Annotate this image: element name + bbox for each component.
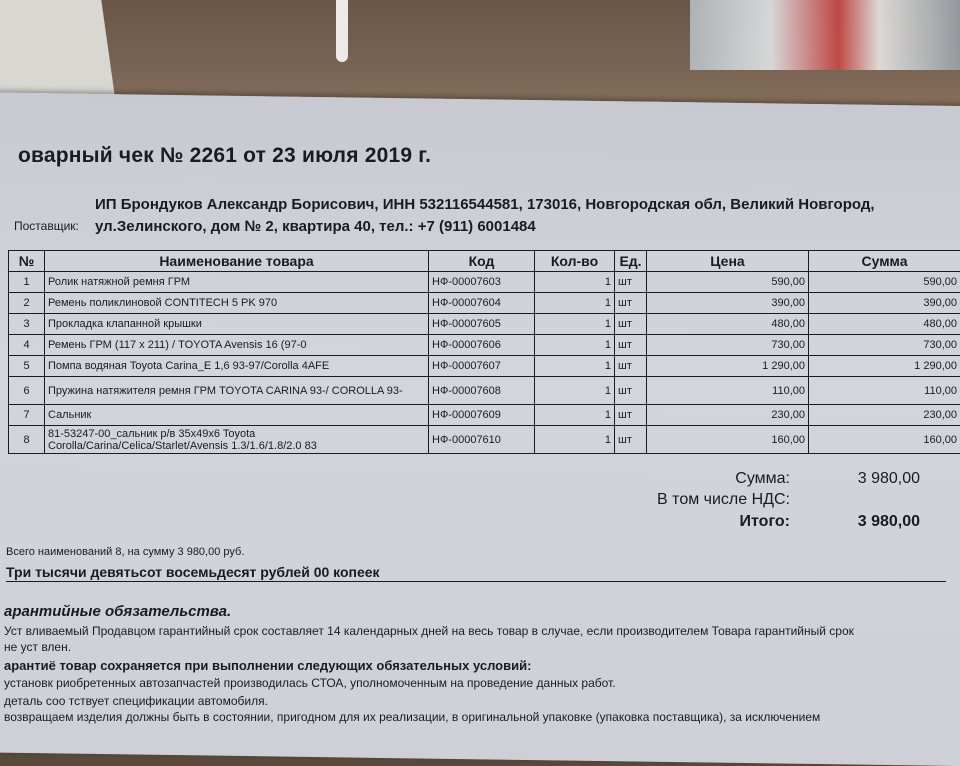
guarantee-line: не уст влен. xyxy=(4,640,71,654)
vat-value xyxy=(790,491,920,509)
row-unit: шт xyxy=(615,314,647,335)
subtotal-row xyxy=(540,470,958,488)
header-quantity: Кол-во xyxy=(535,251,615,272)
row-price: 480,00 xyxy=(647,314,809,335)
total-label: Итого: xyxy=(540,513,790,531)
row-sum: 230,00 xyxy=(809,405,960,426)
header-code: Код xyxy=(429,251,535,272)
table-row xyxy=(9,426,960,454)
amount-in-words: Три тысячи девятьсот восемьдесят рублей 00 копеек xyxy=(6,564,946,582)
row-quantity: 1 xyxy=(535,356,615,377)
row-code: НФ-00007608 xyxy=(429,377,535,405)
row-name: Помпа водяная Toyota Carina_E 1,6 93-97/Corolla 4AFE xyxy=(45,356,429,377)
row-sum: 590,00 xyxy=(809,272,960,293)
row-quantity: 1 xyxy=(535,426,615,454)
row-code: НФ-00007609 xyxy=(429,405,535,426)
row-price: 730,00 xyxy=(647,335,809,356)
row-price: 160,00 xyxy=(647,426,809,454)
table-row xyxy=(9,405,960,426)
row-sum: 1 290,00 xyxy=(809,356,960,377)
row-number: 1 xyxy=(9,272,45,293)
row-quantity: 1 xyxy=(535,335,615,356)
row-number: 7 xyxy=(9,405,45,426)
vat-label: В том числе НДС: xyxy=(540,491,790,509)
row-name: Ролик натяжной ремня ГРМ xyxy=(45,272,429,293)
row-name: Пружина натяжителя ремня ГРМ TOYOTA CARINA 93-/ COROLLA 93- xyxy=(45,377,429,405)
row-unit: шт xyxy=(615,272,647,293)
row-number: 3 xyxy=(9,314,45,335)
header-unit: Ед. xyxy=(615,251,647,272)
row-name: 81-53247-00_сальник р/в 35x49x6 Toyota Corolla/Carina/Celica/Starlet/Avensis 1.3/1.6/1.8/2.0 83 xyxy=(45,426,429,454)
table-row xyxy=(9,377,960,405)
table-header-row xyxy=(9,251,960,272)
supplier-label: Поставщик: xyxy=(14,219,79,233)
row-sum: 390,00 xyxy=(809,293,960,314)
row-sum: 480,00 xyxy=(809,314,960,335)
row-sum: 160,00 xyxy=(809,426,960,454)
row-price: 390,00 xyxy=(647,293,809,314)
row-unit: шт xyxy=(615,426,647,454)
header-price: Цена xyxy=(647,251,809,272)
row-unit: шт xyxy=(615,405,647,426)
guarantee-line: Уст вливаемый Продавцом гарантийный срок составляет 14 календарных дней на весь товар в случае, если производителем Товара гарантийный срок xyxy=(4,624,854,638)
row-price: 230,00 xyxy=(647,405,809,426)
row-unit: шт xyxy=(615,293,647,314)
row-name: Прокладка клапанной крышки xyxy=(45,314,429,335)
row-quantity: 1 xyxy=(535,377,615,405)
subtotal-value: 3 980,00 xyxy=(790,470,920,488)
guarantee-line: установк риобретенных автозапчастей производилась СТОА, уполномоченным на проведение данных работ. xyxy=(4,676,616,690)
guarantee-title: арантийные обязательства. xyxy=(4,603,231,620)
row-code: НФ-00007610 xyxy=(429,426,535,454)
header-name: Наименование товара xyxy=(45,251,429,272)
row-unit: шт xyxy=(615,356,647,377)
row-number: 6 xyxy=(9,377,45,405)
supplier-info-line-2: ул.Зелинского, дом № 2, квартира 40, тел.: +7 (911) 6001484 xyxy=(95,218,536,235)
row-quantity: 1 xyxy=(535,314,615,335)
row-code: НФ-00007605 xyxy=(429,314,535,335)
items-count-line: Всего наименований 8, на сумму 3 980,00 руб. xyxy=(6,546,244,558)
row-name: Сальник xyxy=(45,405,429,426)
row-price: 590,00 xyxy=(647,272,809,293)
row-code: НФ-00007607 xyxy=(429,356,535,377)
row-name: Ремень ГРМ (117 x 211) / TOYOTA Avensis 16 (97-0 xyxy=(45,335,429,356)
receipt-title: оварный чек № 2261 от 23 июля 2019 г. xyxy=(18,144,431,168)
vat-row xyxy=(540,491,958,509)
subtotal-label: Сумма: xyxy=(540,470,790,488)
table-row xyxy=(9,272,960,293)
row-price: 110,00 xyxy=(647,377,809,405)
row-code: НФ-00007603 xyxy=(429,272,535,293)
goods-table xyxy=(8,250,960,454)
supplier-info-line-1: ИП Брондуков Александр Борисович, ИНН 532116544581, 173016, Новгородская обл, Великий Новгород, xyxy=(95,196,875,213)
row-quantity: 1 xyxy=(535,272,615,293)
row-quantity: 1 xyxy=(535,405,615,426)
guarantee-line: деталь соо тствует спецификации автомобиля. xyxy=(4,694,268,708)
row-sum: 110,00 xyxy=(809,377,960,405)
row-name: Ремень поликлиновой CONTITECH 5 PK 970 xyxy=(45,293,429,314)
table-row xyxy=(9,293,960,314)
total-value: 3 980,00 xyxy=(790,513,920,531)
header-number: № xyxy=(9,251,45,272)
guarantee-line: возвращаем изделия должны быть в состоянии, пригодном для их реализации, в оригинальной упаковке (упаковка поставщика), за исключением xyxy=(4,710,820,724)
row-number: 2 xyxy=(9,293,45,314)
row-unit: шт xyxy=(615,335,647,356)
table-row xyxy=(9,356,960,377)
row-quantity: 1 xyxy=(535,293,615,314)
row-number: 4 xyxy=(9,335,45,356)
row-unit: шт xyxy=(615,377,647,405)
row-code: НФ-00007604 xyxy=(429,293,535,314)
total-row xyxy=(540,513,958,531)
row-code: НФ-00007606 xyxy=(429,335,535,356)
row-price: 1 290,00 xyxy=(647,356,809,377)
guarantee-line: арантиё товар сохраняется при выполнении следующих обязательных условий: xyxy=(4,658,531,673)
table-row xyxy=(9,335,960,356)
header-sum: Сумма xyxy=(809,251,960,272)
table-row xyxy=(9,314,960,335)
row-number: 5 xyxy=(9,356,45,377)
row-number: 8 xyxy=(9,426,45,454)
row-sum: 730,00 xyxy=(809,335,960,356)
